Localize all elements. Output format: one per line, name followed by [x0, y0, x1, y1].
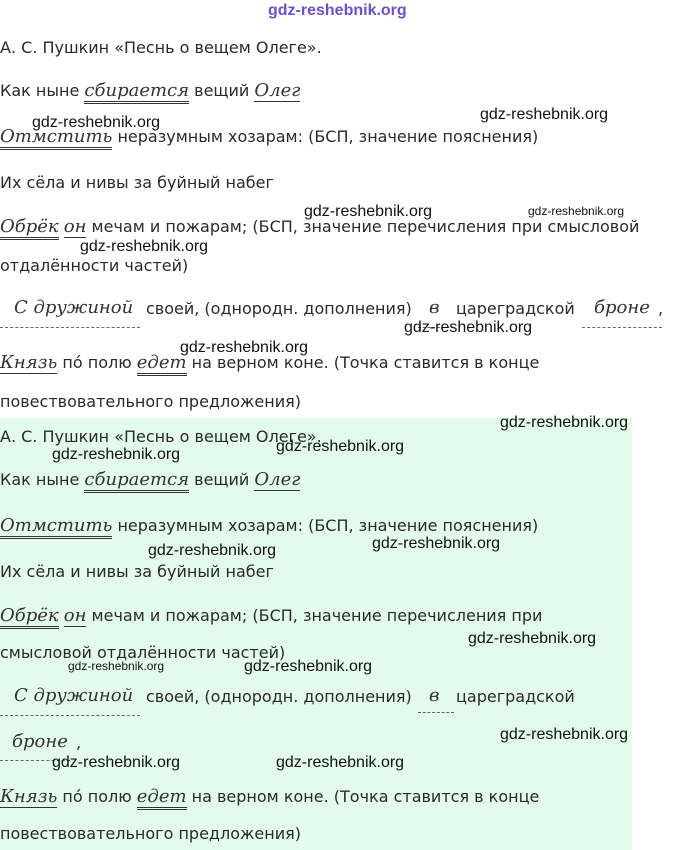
subject: он: [63, 216, 87, 237]
watermark: gdz-reshebnik.org: [276, 754, 405, 771]
subject: Олег: [254, 469, 301, 490]
subject: Князь: [0, 786, 58, 807]
subject: Князь: [0, 352, 58, 373]
line-2-2: Отмстить неразумным хозарам: (БСП, значение пояснения): [0, 515, 538, 537]
line-2-6-c: в: [429, 685, 440, 706]
watermark: gdz-reshebnik.org: [32, 114, 161, 131]
watermark: gdz-reshebnik.org: [52, 446, 181, 463]
watermark: gdz-reshebnik.org: [276, 438, 405, 455]
predicate: Обрёк: [0, 216, 59, 240]
watermark: gdz-reshebnik.org: [80, 238, 209, 255]
title-2: А. С. Пушкин «Песнь о вещем Олеге».: [0, 427, 322, 446]
title-1: А. С. Пушкин «Песнь о вещем Олеге».: [0, 38, 322, 57]
predicate: едет: [137, 352, 187, 376]
line-1-6-c: в: [429, 297, 440, 318]
watermark: gdz-reshebnik.org: [500, 726, 629, 743]
line-2-4: Обрёк он мечам и пожарам; (БСП, значение перечисления при: [0, 605, 542, 627]
predicate: Обрёк: [0, 605, 59, 629]
subject: Олег: [254, 80, 301, 101]
line-2-8: повествовательного предложения): [0, 824, 301, 843]
line-1-7: Князь по́ полю едет на верном коне. (Точка ставится в конце: [0, 352, 539, 374]
watermark: gdz-reshebnik.org: [244, 658, 373, 675]
line-2-6-b: своей, (однородн. дополнения): [146, 687, 412, 706]
watermark: gdz-reshebnik.org: [304, 203, 433, 220]
watermark: gdz-reshebnik.org: [468, 630, 597, 647]
predicate: сбирается: [84, 80, 189, 104]
dash-underline: [418, 712, 454, 714]
line-1-8: повествовательного предложения): [0, 392, 301, 411]
watermark: gdz-reshebnik.org: [500, 414, 629, 431]
watermark: gdz-reshebnik.org: [148, 542, 277, 559]
line-1-6-a: С дружиной: [14, 297, 134, 318]
line-2-7: Князь по́ полю едет на верном коне. (Точка ставится в конце: [0, 786, 539, 808]
watermark: gdz-reshebnik.org: [480, 106, 609, 123]
line-2-6-a: С дружиной: [14, 685, 134, 706]
line-1-6-f: ,: [658, 299, 664, 318]
watermark: gdz-reshebnik.org: [68, 659, 165, 673]
line-2-6b-b: ,: [76, 733, 82, 752]
watermark: gdz-reshebnik.org: [180, 339, 309, 356]
top-watermark: gdz-reshebnik.org: [268, 2, 407, 19]
line-1-4: Обрёк он мечам и пожарам; (БСП, значение перечисления при смысловой: [0, 216, 639, 238]
line-1-5: отдалённости частей): [0, 256, 189, 275]
line-1-6-b: своей, (однородн. дополнения): [146, 299, 412, 318]
line-1-6-e: броне: [594, 297, 650, 318]
predicate: Отмстить: [0, 126, 112, 150]
line-2-3: Их сёла и нивы за буйный набег: [0, 562, 274, 581]
dash-underline: [582, 327, 662, 329]
line-1-1: Как ныне сбирается вещий Олег: [0, 80, 300, 102]
watermark: gdz-reshebnik.org: [404, 319, 533, 336]
subject: он: [63, 605, 87, 626]
watermark: gdz-reshebnik.org: [528, 204, 625, 218]
predicate: сбирается: [84, 469, 189, 493]
dash-underline: [0, 715, 140, 717]
predicate: едет: [137, 786, 187, 810]
line-1-2: Отмстить неразумным хозарам: (БСП, значение пояснения): [0, 126, 538, 148]
watermark: gdz-reshebnik.org: [372, 535, 501, 552]
line-1-3: Их сёла и нивы за буйный набег: [0, 173, 274, 192]
predicate: Отмстить: [0, 515, 112, 539]
line-1-6-d: цареградской: [456, 299, 575, 318]
line-2-6b-a: броне: [12, 731, 68, 752]
dash-underline: [0, 327, 140, 329]
watermark: gdz-reshebnik.org: [52, 754, 181, 771]
line-2-5: смысловой отдалённости частей): [0, 643, 286, 662]
line-2-1: Как ныне сбирается вещий Олег: [0, 469, 300, 491]
line-2-6-d: цареградской: [456, 687, 575, 706]
